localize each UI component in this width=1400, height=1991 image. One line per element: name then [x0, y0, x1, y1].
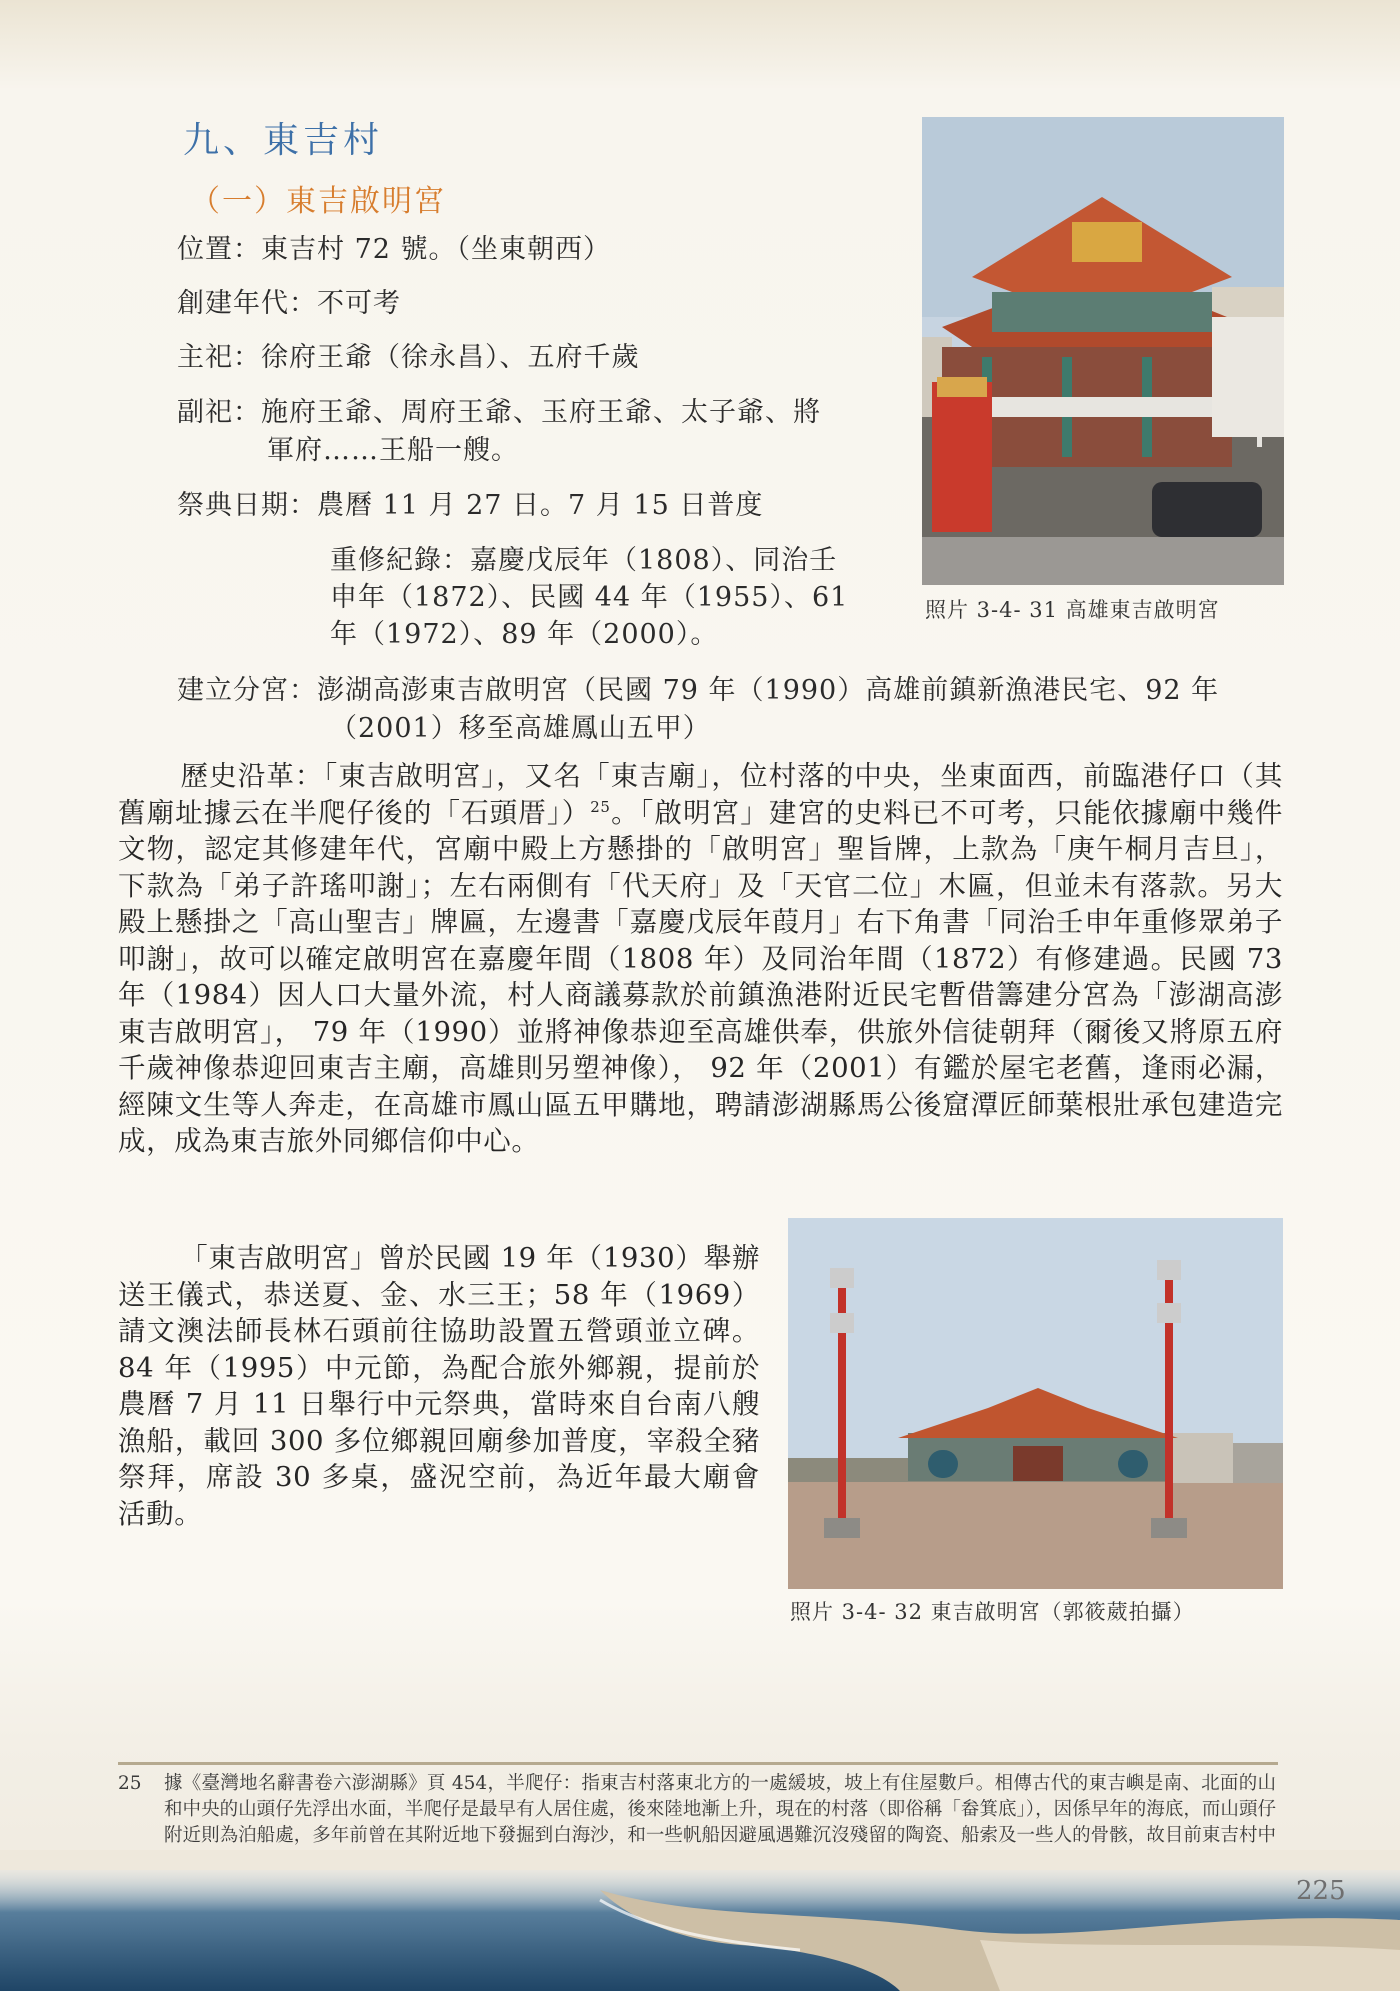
field-label: 創建年代： [177, 288, 317, 319]
field-value: 東吉村 72 號。（坐東朝西） [261, 234, 612, 265]
field-founded [177, 285, 401, 323]
footnote-ref[interactable]: 25 [590, 797, 611, 816]
field-festival [177, 487, 763, 525]
field-location [177, 231, 611, 269]
history-text-part1: 歷史沿革：「東吉啟明宮」，又名「東吉廟」，位村落的中央，坐東面西，前臨港仔口（其舊廟址據云在半爬仔後的「石頭厝」） [118, 760, 1283, 829]
field-sub-deity [177, 394, 821, 432]
field-value: 徐府王爺（徐永昌）、五府千歲 [261, 342, 640, 373]
field-main-deity [177, 339, 640, 377]
field-restoration-line3: 年（1972）、89 年（2000）。 [330, 619, 719, 650]
field-restoration-line2: 申年（1872）、民國 44 年（1955）、61 [330, 582, 849, 613]
field-value: 施府王爺、周府王爺、玉府王爺、太子爺、將 [261, 397, 821, 428]
temple-photo-kaohsiung-image [922, 117, 1284, 585]
field-branch-cont: （2001）移至高雄鳳山五甲） [330, 713, 711, 744]
photo1-caption: 照片 3-4- 31 高雄東吉啟明宮 [925, 598, 1220, 622]
field-sub-deity-cont: 軍府……王船一艘。 [267, 435, 519, 466]
section-title: 九、東吉村 [183, 120, 384, 161]
seashore-image [0, 1850, 1400, 1991]
page-number: 225 [1296, 1876, 1346, 1906]
field-value: 農曆 11 月 27 日。7 月 15 日普度 [317, 490, 764, 521]
photo2-caption: 照片 3-4- 32 東吉啟明宮（郭筱葳拍攝） [790, 1600, 1195, 1624]
field-label: 祭典日期： [177, 490, 317, 521]
field-label: 副祀： [177, 397, 261, 428]
field-label: 位置： [177, 234, 261, 265]
field-label: 建立分宮： [177, 675, 317, 706]
field-branch [177, 672, 1219, 710]
seashore-decoration [0, 1850, 1400, 1991]
field-value: 嘉慶戊辰年（1808）、同治壬 [470, 545, 838, 576]
footnote-number: 25 [118, 1773, 142, 1794]
field-label: 重修紀錄： [330, 545, 470, 576]
temple-photo-kaohsiung [922, 117, 1284, 585]
temple-photo-dongji [788, 1218, 1283, 1589]
history-text-part2: 。「啟明宮」建宮的史料已不可考，只能依據廟中幾件文物，認定其修建年代，宮廟中殿上方懸掛的「啟明宮」聖旨牌，上款為「庚午桐月吉旦」，下款為「弟子許瑤叩謝」；左右兩側有「代天府」及「天官二位」木匾，但並未有落款。另大殿上懸掛之「高山聖吉」牌匾，左邊書「嘉慶戊辰年葭月」右下角書「同治壬申年重修眾弟子叩謝」，故可以確定啟明宮在嘉慶年間（1808 年）及同治年間（1872）有修建過。民國 73 年（1984）因人口大量外流，村人商議募款於前鎮漁港附近民宅暫借籌建分宮為「澎湖高澎東吉啟明宮」， 79 年（1990）並將神像恭迎至高雄供奉，供旅外信徒朝拜（爾後又將原五府千歲神像恭迎回東吉主廟，高雄則另塑神像）， 92 年（2001）有鑑於屋宅老舊，逢雨必漏，經陳文生等人奔走，在高雄市鳳山區五甲購地，聘請澎湖縣馬公後窟潭匠師葉根壯承包建造完成，成為東吉旅外同鄉信仰中心。 [118, 796, 1283, 1157]
field-value: 不可考 [317, 288, 401, 319]
ceremony-paragraph [118, 1240, 760, 1532]
field-label: 主祀： [177, 342, 261, 373]
field-restoration [330, 542, 837, 580]
temple-photo-dongji-image [788, 1218, 1283, 1589]
ceremony-text: 「東吉啟明宮」曾於民國 19 年（1930）舉辦送王儀式，恭送夏、金、水三王；58 年（1969）請文澳法師長林石頭前往協助設置五營頭並立碑。84 年（1995）中元節，為配合旅外鄉親，提前於農曆 7 月 11 日舉行中元祭典，當時來自台南八艘漁船，載回 300 多位鄉親回廟參加普度，宰殺全豬祭拜，席設 30 多桌，盛況空前，為近年最大廟會活動。 [118, 1242, 760, 1530]
sub-title: （一）東吉啟明宮 [190, 184, 446, 219]
footnote-text: 據《臺灣地名辭書卷六澎湖縣》頁 454，半爬仔：指東吉村落東北方的一處緩坡，坡上有住屋數戶。相傳古代的東吉嶼是南、北面的山和中央的山頭仔先浮出水面，半爬仔是最早有人居住處，後來陸地漸上升，現在的村落（即俗稱「畚箕底」），因係早年的海底，而山頭仔附近則為泊船處，多年前曾在其附近地下發掘到白海沙，和一些帆船因避風遇難沉沒殘留的陶瓷、船索及一些人的骨骸，故目前東吉村中 [164, 1773, 1276, 1846]
history-paragraph [118, 758, 1283, 1160]
footnote-divider [118, 1762, 1278, 1765]
field-value: 澎湖高澎東吉啟明宮（民國 79 年（1990）高雄前鎮新漁港民宅、92 年 [317, 675, 1220, 706]
